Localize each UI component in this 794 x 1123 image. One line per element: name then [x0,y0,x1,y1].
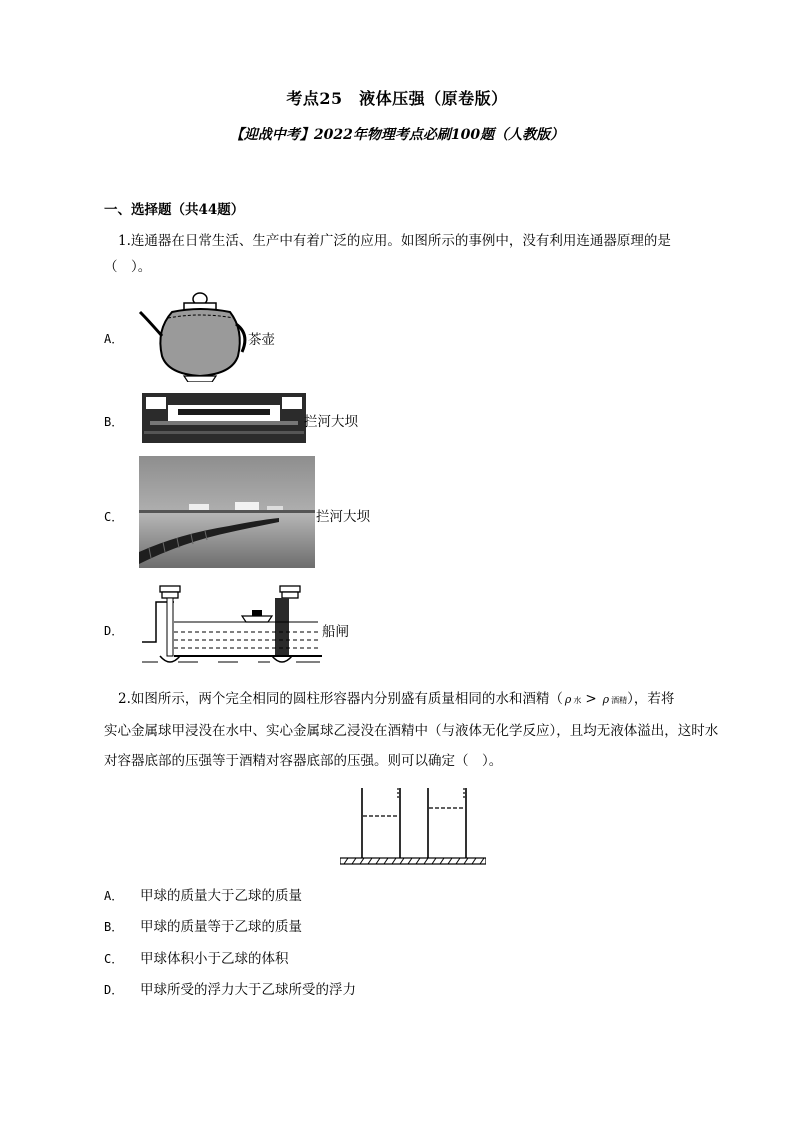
option-a-caption: 茶壶 [248,332,275,348]
ship-lock-figure [138,582,324,668]
option-c-caption: 拦河大坝 [316,509,370,525]
teapot-figure [138,290,250,382]
question-1-line-1: 1.连通器在日常生活、生产中有着广泛的应用。如图所示的事例中，没有利用连通器原理的是 [118,233,671,249]
option-d-caption: 船闸 [322,624,349,640]
question-2-stem [104,684,724,776]
q2-option-a[interactable]: A． 甲球的质量大于乙球的质量 [104,888,302,904]
question-1-stem [104,228,724,280]
culvert-figure [142,391,306,443]
question-2-line-3: 对容器底部的压强等于酒精对容器底部的压强。则可以确定（ ）。 [104,753,503,769]
section-heading: 一、选择题（共44题） [104,202,245,218]
page-title: 考点25 液体压强（原卷版） [286,89,508,108]
option-b-label: B． [104,415,124,429]
question-2-line-2: 实心金属球甲浸没在水中、实心金属球乙浸没在酒精中（与液体无化学反应），且均无液体溢出，这时水 [104,723,719,739]
two-containers-figure [340,784,486,866]
option-c-label: C． [104,510,124,524]
q2-option-c[interactable]: C． 甲球体积小于乙球的体积 [104,951,289,967]
page-subtitle: 【迎战中考】2022年物理考点必刷100题（人教版） [229,127,565,143]
option-b-caption: 拦河大坝 [304,414,358,430]
question-2-line-1: 2.如图所示，两个完全相同的圆柱形容器内分别盛有质量相同的水和酒精（ ρ 水 > ρ 酒精），若将 [118,691,675,707]
q2-option-d[interactable]: D． 甲球所受的浮力大于乙球所受的浮力 [104,982,356,998]
question-1-line-2: （ ）。 [104,259,152,275]
option-a-label: A． [104,332,124,346]
dam-photo [139,456,315,568]
option-d-label: D． [104,624,124,638]
q2-option-b[interactable]: B． 甲球的质量等于乙球的质量 [104,919,302,935]
